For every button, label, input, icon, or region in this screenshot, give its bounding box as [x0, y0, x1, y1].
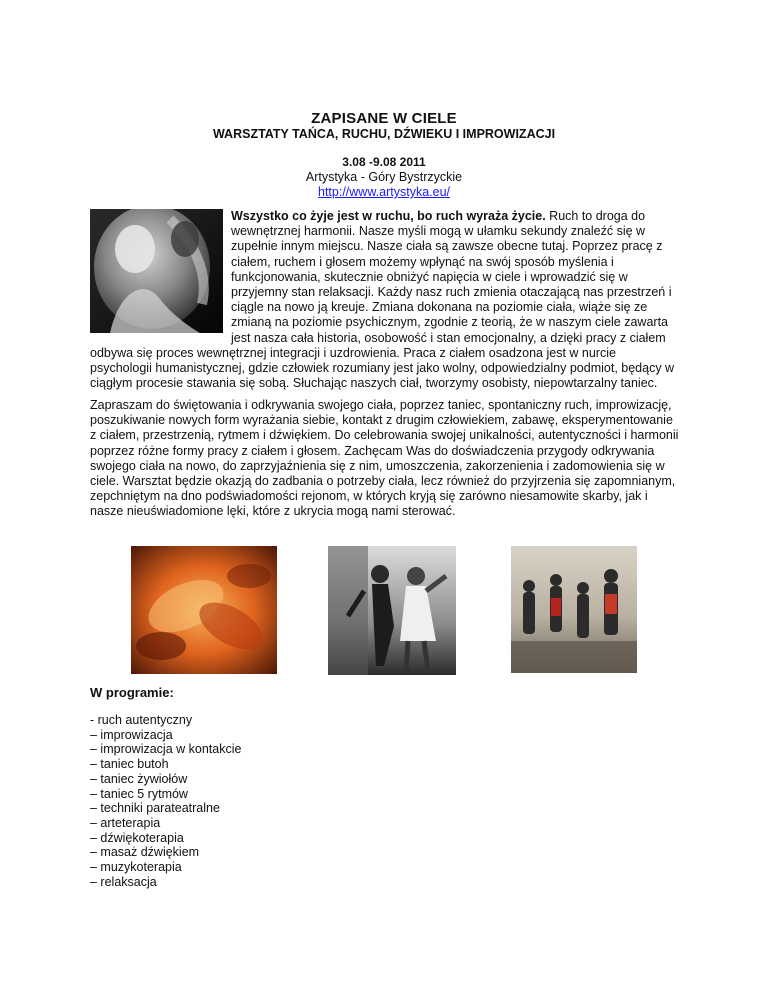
- program-item: - ruch autentyczny: [90, 713, 193, 727]
- intro-body: Ruch to droga do wewnętrznej harmonii. Nasze myśli mogą w ułamku sekundy znaleźć się w zupełnie innym miejscu. Nasze ciała są zawsze obecne tutaj. Poprzez pracę z ciałem, ruchem i głosem możemy wpłynąć na swój sposób myślenia i funkcjonowania, skutecznie obniżyć napięcia w ciele i wprowadzić się w przyjemny stan relaksacji. Każdy nasz ruch zmienia otaczającą nas przestrzeń i ciągle na nowo ją kreuje. Zmiana dokonana na poziomie ciała, wiąże się ze zmianą na poziomie psychicznym, zgodnie z teorią, że w naszym ciele zawarta jest nasza cała historia, osobowość i stan emocjonalny, a dzięki pracy z ciałem odbywa się proces wewnętrznej integracji i uzdrowienia. Praca z ciałem osadzona jest w nurcie psychologii humanistycznej, gdzie człowiek rozumiany jest jako wolny, odpowiedzialny podmiot, będący w ciągłym procesie stawania się sobą. Słuchając naszych ciał, tworzymy osobisty, niepowtarzalny taniec.: [90, 209, 675, 391]
- intro-lead: Wszystko co żyje jest w ruchu, bo ruch wyraża życie.: [231, 209, 546, 223]
- event-link[interactable]: http://www.artystyka.eu/: [318, 185, 450, 199]
- program-item: – relaksacja: [90, 874, 157, 889]
- program-item: – masaż dźwiękiem: [90, 845, 200, 860]
- dance-blur-photo: [131, 546, 277, 674]
- program-item: – arteterapia: [90, 815, 161, 830]
- program-item: – improwizacja w kontakcie: [90, 742, 242, 757]
- program-item: – taniec 5 rytmów: [90, 786, 188, 801]
- event-link-line: [0, 185, 768, 199]
- dancing-couple-photo: [328, 546, 456, 675]
- document-title: ZAPISANE W CIELE: [311, 110, 457, 127]
- photo-float-space: [90, 209, 231, 331]
- invitation-paragraph: Zapraszam do świętowania i odkrywania swojego ciała, poprzez taniec, spontaniczny ruch, improwizację, poszukiwanie nowych form wyrażania siebie, kontakt z drugim człowiekiem, zabawę, eksperymentowanie z ciałem, przestrzenią, rytmem i dźwiękiem. Do celebrowania swojej unikalności, autentyczności i harmonii poprzez różne formy pracy z ciałem i głosem. Zachęcam Was do doświadczenia przygody odkrywania swojego ciała na nowo, do zaprzyjaźnienia się z nim, umoszczenia, zakorzenienia i zadomowienia się w ciele. Warsztat będzie okazją do zadbania o potrzeby ciała, lecz również do przyjrzenia się zapomnianym, zepchniętym na dno podświadomości rejonom, w których kryją się zarówno niesamowite skarby, jak i nasze nieuświadomione lęki, które z ukrycia mogą nami sterować.: [90, 398, 679, 519]
- event-dates: 3.08 -9.08 2011: [342, 155, 426, 169]
- program-item: – taniec butoh: [90, 757, 169, 772]
- program-item: – muzykoterapia: [90, 860, 182, 875]
- group-dance-photo: [511, 546, 637, 673]
- program-item: – dźwiękoterapia: [90, 830, 184, 845]
- intro-paragraph: [90, 209, 680, 391]
- program-list: [90, 713, 241, 889]
- program-item: – taniec żywiołów: [90, 771, 188, 786]
- program-item: – improwizacja: [90, 727, 173, 742]
- event-location: Artystyka - Góry Bystrzyckie: [305, 170, 463, 184]
- program-item: – techniki parateatralne: [90, 801, 220, 816]
- document-subtitle: WARSZTATY TAŃCA, RUCHU, DŹWIEKU I IMPROWIZACJI: [212, 127, 556, 141]
- program-heading: W programie:: [90, 685, 174, 700]
